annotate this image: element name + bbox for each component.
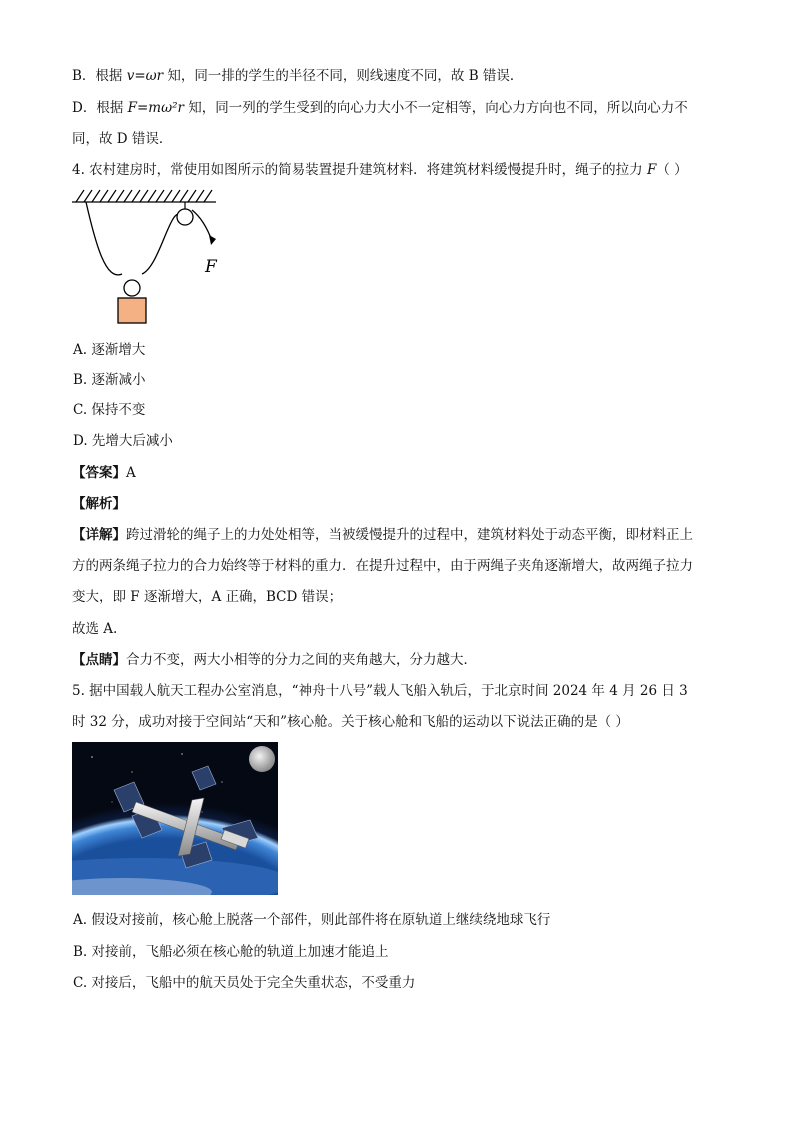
moon-icon [249, 746, 275, 772]
q3-d-text: 知，同一列的学生受到的向心力大小不一定相等，向心力方向也不同，所以向心力不 [183, 100, 688, 116]
ceiling-hatch [72, 190, 216, 202]
q4-analysis-tag [72, 495, 126, 513]
q5-stem-line-2: 时 32 分，成功对接于空间站“天和”核心舱。关于核心舱和飞船的运动以下说法正确的是（ ） [72, 714, 629, 730]
fixed-pulley [177, 209, 193, 225]
q3-d-formula: F=mω²r [127, 100, 184, 116]
movable-pulley [124, 280, 140, 296]
q4-answer [72, 464, 136, 482]
rope-middle [142, 214, 181, 274]
q3-option-b [72, 67, 523, 85]
q3-d-prefix: D．根据 [72, 100, 128, 116]
q3-b-formula: v=ωr [126, 68, 164, 84]
answer-tag: 【答案】 [72, 465, 126, 481]
q3-b-text: 知，同一排的学生的半径不同，则线速度不同，故 B 错误． [163, 68, 524, 84]
comment-tag: 【点睛】 [72, 652, 126, 668]
q3-option-d-continued: 同，故 D 错误． [72, 131, 173, 147]
q4-option-b: B. 逐渐减小 [73, 372, 146, 388]
comment-text: 合力不变，两大小相等的分力之间的夹角越大，分力越大． [126, 652, 477, 668]
analysis-tag: 【解析】 [72, 496, 126, 512]
pulley-figure [70, 186, 230, 328]
q4-comment [72, 651, 477, 669]
q4-option-c: C. 保持不变 [73, 402, 146, 418]
q4-option-a: A. 逐渐增大 [73, 342, 146, 358]
rope-free-end [192, 210, 212, 241]
force-label: F [205, 257, 217, 277]
space-station-photo [72, 742, 278, 895]
detail-tag: 【详解】 [72, 527, 126, 543]
q5-option-b: B. 对接前，飞船必须在核心舱的轨道上加速才能追上 [73, 944, 389, 960]
q4-stem-text: 4. 农村建房时，常使用如图所示的简易装置提升建筑材料．将建筑材料缓慢提升时，绳子的拉力 [72, 162, 647, 178]
force-arrow-icon [209, 235, 216, 245]
material-block [118, 298, 146, 323]
q5-option-c: C. 对接后，飞船中的航天员处于完全失重状态，不受重力 [73, 975, 416, 991]
q4-stem [72, 161, 688, 179]
rope-left [86, 202, 122, 275]
detail-text-1: 跨过滑轮的绳子上的力处处相等，当被缓慢提升的过程中，建筑材料处于动态平衡，即材料正上 [126, 527, 693, 543]
q4-option-d: D. 先增大后减小 [73, 433, 173, 449]
q3-option-d [72, 99, 688, 117]
answer-value: A [126, 465, 136, 481]
q4-detail-line-2: 方的两条绳子拉力的合力始终等于材料的重力．在提升过程中，由于两绳子夹角逐渐增大，故两绳子拉力 [72, 558, 693, 574]
q5-stem-line-1: 5. 据中国载人航天工程办公室消息，“神舟十八号”载人飞船入轨后，于北京时间 2024 年 4 月 26 日 3 [72, 683, 688, 699]
q4-stem-variable: F [646, 162, 657, 178]
q3-b-prefix: B．根据 [72, 68, 127, 84]
q4-stem-bracket: （ ） [656, 162, 688, 178]
q4-detail-line-3: 变大，即 F 逐渐增大，A 正确，BCD 错误； [72, 589, 343, 605]
q4-detail-line-1 [72, 526, 693, 544]
q5-option-a: A. 假设对接前，核心舱上脱落一个部件，则此部件将在原轨道上继续绕地球飞行 [73, 912, 551, 928]
q4-conclusion: 故选 A. [72, 621, 118, 637]
